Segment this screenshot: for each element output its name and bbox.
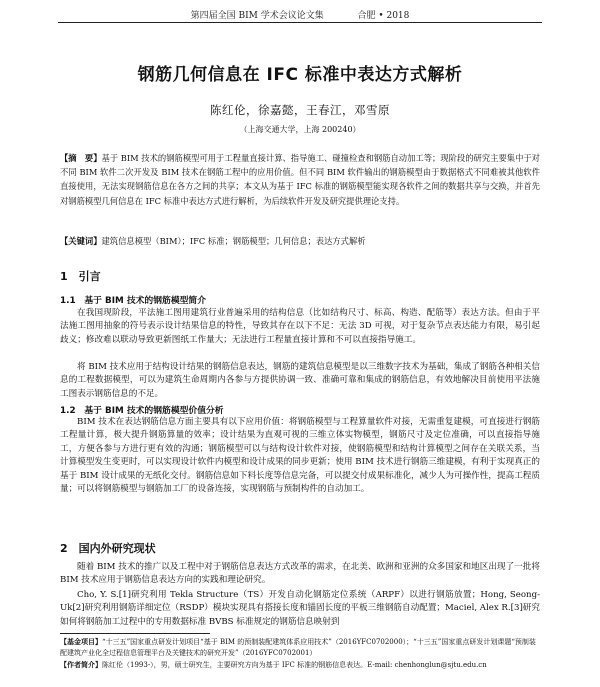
- abstract-label: 【摘 要】: [60, 153, 102, 163]
- subsection-1-2-paragraph: BIM 技术在表达钢筋信息方面主要具有以下应用价值：将钢筋模型与工程算量软件对接，无需重复建模，可直接进行钢筋工程量计算，极大提升钢筋算量的效率；设计结果为直观可视的三维立体实物模型，钢筋尺寸及定位准确，可以直接指导施工，方便各参与方进行更有效的沟通；钢筋模型可以与结构设计软件对接，使钢筋模型和结构计算模型之间存在关联关系，当计算模型发生变更时，可以实现设计软件内模型和设计成果的同步更新；使用 BIM 技术进行钢筋三维建模，有利于实现真正的基于 BIM 设计成果的无纸化交付。钢筋信息如下料长度等信息完备，可以提交付成果标准化，减少人为可操作性，提高工程质量；可以将钢筋模型与钢筋加工厂的设备连接，实现钢筋与预制构件的自动加工。: [60, 417, 540, 495]
- funding-label: 【基金项目】: [60, 637, 102, 646]
- funding-text: “十三五”国家重点研发计划项目“基于 BIM 的预制装配建筑体系应用技术”（2016YFC0702000）；“十三五”国家重点研发计划课题“预制装配建筑产业化全过程信息管理平台及关键技术的研究开发”（2016YFC0702001）: [60, 638, 536, 657]
- author-bio-label: 【作者简介】: [60, 660, 102, 669]
- section-1-heading: 1 引言: [60, 270, 101, 283]
- abstract-text: 基于 BIM 技术的钢筋模型可用于工程量直接计算、指导施工、碰撞检查和钢筋自动加工等；现阶段的研究主要集中于对不同 BIM 软件二次开发及 BIM 技术在钢筋工程中的应用价值。但不同 BIM 软件输出的钢筋模型由于数据格式不同难被其他软件直接使用，无法实现钢筋信息在各方之间的共享；本文从为基于 IFC 标准的钢筋模型能实现各软件之间的数据共享与交换，并首先对钢筋模型几何信息在 IFC 标准中表达方式进行解析，为后续软件开发及研究提供理论支持。: [60, 153, 540, 206]
- footnotes: [60, 636, 540, 671]
- keywords-label: 【关键词】: [60, 236, 102, 246]
- header-divider: [58, 22, 542, 23]
- author-list: 陈红伦，徐嘉懿，王春江，邓雪原: [210, 103, 390, 117]
- section-2-paragraph-2: Cho, Y. S.[1]研究利用 Tekla Structure（TS）开发自动化钢筋定位系统（ARPF）以进行钢筋放置；Hong, Seong-Uk[2]研究利用钢筋详细定位（RSDP）模块实现具有搭接长度和锚固长度的平板三维钢筋自动配置；Maciel, Alex R.[3]研究如何将钢筋加工过程中的专用数据标准 BVBS 标准规定的钢筋信息映射到: [60, 590, 540, 627]
- keywords: [60, 234, 540, 248]
- conference-location: 合肥 • 2018: [357, 11, 410, 21]
- keywords-text: 建筑信息模型（BIM）；IFC 标准；钢筋模型；几何信息；表达方式解析: [101, 236, 366, 246]
- subsection-1-1-heading: 1.1 基于 BIM 技术的钢筋模型简介: [60, 296, 207, 306]
- abstract: [60, 151, 540, 208]
- author-bio-text: 陈红伦（1993-），男，硕士研究生，主要研究方向为基于 IFC 标准的钢筋信息表达。E-mail: chenhonglun@sjtu.edu.cn: [102, 661, 487, 669]
- running-header: [0, 8, 600, 21]
- section-2-paragraph-1: 随着 BIM 技术的推广以及工程中对于钢筋信息表达方式改革的需求，在北美、欧洲和亚洲的众多国家和地区出现了一批将 BIM 技术应用于钢筋信息表达方向的实践和理论研究。: [60, 562, 540, 586]
- subsection-1-1-paragraph-2: 将 BIM 技术应用于结构设计结果的钢筋信息表达，钢筋的建筑信息模型是以三维数字技术为基础，集成了钢筋各种相关信息的工程数据模型，可以为建筑生命周期内各参与方提供协调一致、准确可靠和集成的钢筋信息，有效地解决目前使用平法施工图表示钢筋信息的不足。: [60, 362, 540, 399]
- author-bio: [60, 659, 540, 671]
- subsection-1-1-paragraph-1: 在我国现阶段，平法施工图用建筑行业普遍采用的结构信息（比如结构尺寸、标高、构造、配筋等）表达方法。但由于平法施工图用抽象的符号表示设计结果信息的特性，导致其存在以下不足：无法 3D 可视，对于复杂节点表达能力有限，易引起歧义；修改难以联动导致更新图纸工作量大；无法进行工程量直接计算和不可以直接指导施工。: [60, 308, 540, 345]
- affiliation: （上海交通大学，上海 200240）: [239, 125, 361, 134]
- section-2-heading: 2 国内外研究现状: [60, 542, 156, 555]
- paper-title: 钢筋几何信息在 IFC 标准中表达方式解析: [137, 65, 463, 85]
- footnote-divider: [60, 633, 210, 634]
- subsection-1-2-heading: 1.2 基于 BIM 技术的钢筋模型价值分析: [60, 406, 224, 416]
- journal-name: 第四届全国 BIM 学术会议论文集: [190, 11, 324, 21]
- funding-note: [60, 636, 540, 659]
